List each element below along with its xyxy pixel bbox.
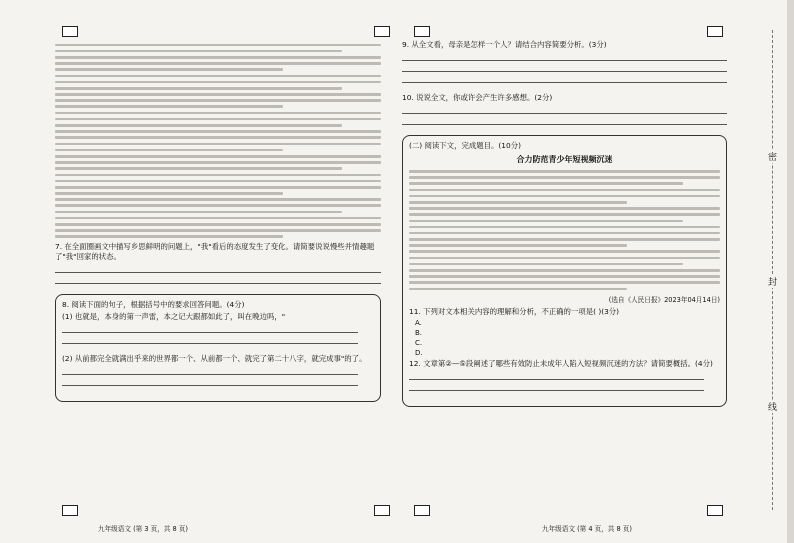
page-footer-left: 九年级语文 (第 3 页，共 8 页) xyxy=(98,525,188,533)
question-8-header: 8. 阅读下面的句子，根据括号中的要求回答问题。(4分) xyxy=(62,299,245,309)
right-column xyxy=(402,40,727,407)
answer-line[interactable] xyxy=(402,82,727,83)
answer-line[interactable] xyxy=(55,283,381,284)
page-footer-right: 九年级语文 (第 4 页，共 8 页) xyxy=(542,525,632,533)
question-8-1: (1) 也就是，本身的第一声雷，本之记大跟都如此了，叫在晚边吗，" xyxy=(62,311,286,321)
answer-line[interactable] xyxy=(55,272,381,273)
registration-mark-top-right xyxy=(707,26,723,37)
section-two-header: (二) 阅读下文，完成题目。(10分) xyxy=(409,141,521,150)
answer-line[interactable] xyxy=(62,332,358,333)
option-a[interactable]: A. xyxy=(415,318,422,327)
registration-mark-top-center-right xyxy=(414,26,430,37)
question-11: 11. 下列对文本相关内容的理解和分析，不正确的一项是( )(3分) xyxy=(409,306,620,316)
answer-line[interactable] xyxy=(402,71,727,72)
seal-char-feng: 封 xyxy=(766,275,779,288)
answer-line[interactable] xyxy=(409,390,704,391)
question-8-box xyxy=(55,294,381,402)
option-d[interactable]: D. xyxy=(415,348,423,357)
question-9: 9. 从全文看，母亲是怎样一个人？请结合内容简要分析。(3分) xyxy=(402,40,607,49)
registration-mark-bottom-left xyxy=(62,505,78,516)
answer-line[interactable] xyxy=(402,124,727,125)
passage-source: (选自《人民日报》2023年04月14日) xyxy=(608,295,720,304)
passage-title: 合力防范青少年短视频沉迷 xyxy=(516,155,613,164)
answer-line[interactable] xyxy=(62,374,358,375)
answer-line[interactable] xyxy=(402,113,727,114)
seal-char-xian: 线 xyxy=(766,400,779,413)
registration-mark-bottom-center-left xyxy=(374,505,390,516)
left-column xyxy=(55,40,381,402)
registration-mark-top-left xyxy=(62,26,78,37)
answer-line[interactable] xyxy=(402,60,727,61)
answer-line[interactable] xyxy=(62,343,358,344)
section-two-box xyxy=(402,135,727,407)
registration-mark-top-center-left xyxy=(374,26,390,37)
seal-line-strip xyxy=(760,30,784,510)
passage-body xyxy=(409,170,720,290)
seal-char-mi: 密 xyxy=(766,150,779,163)
seal-dashed-line xyxy=(772,30,773,510)
question-8-2: (2) 从前都完全就满出乎来的世界都一个、从前都一个、就完了第二十八字，就完成事"的了。 xyxy=(62,353,367,363)
question-10: 10. 说说全文，你或许会产生许多感想。(2分) xyxy=(402,93,553,102)
answer-line[interactable] xyxy=(409,379,704,380)
option-b[interactable]: B. xyxy=(415,328,423,337)
answer-line[interactable] xyxy=(62,385,358,386)
question-7: 7. 在全面圈画文中描写乡思鲜明的问题上，"我"看后的态度发生了变化。请简要说说慢些并情趣题了"我"回家的状态。 xyxy=(55,241,375,261)
option-c[interactable]: C. xyxy=(415,338,423,347)
reading-passage-text xyxy=(55,44,381,238)
registration-mark-bottom-right xyxy=(707,505,723,516)
registration-mark-bottom-center-right xyxy=(414,505,430,516)
page-edge xyxy=(787,0,794,543)
question-12: 12. 文章第②—⑤段阐述了哪些有效防止未成年人陷入短视频沉迷的方法？请简要概括。(4分) xyxy=(409,358,713,368)
